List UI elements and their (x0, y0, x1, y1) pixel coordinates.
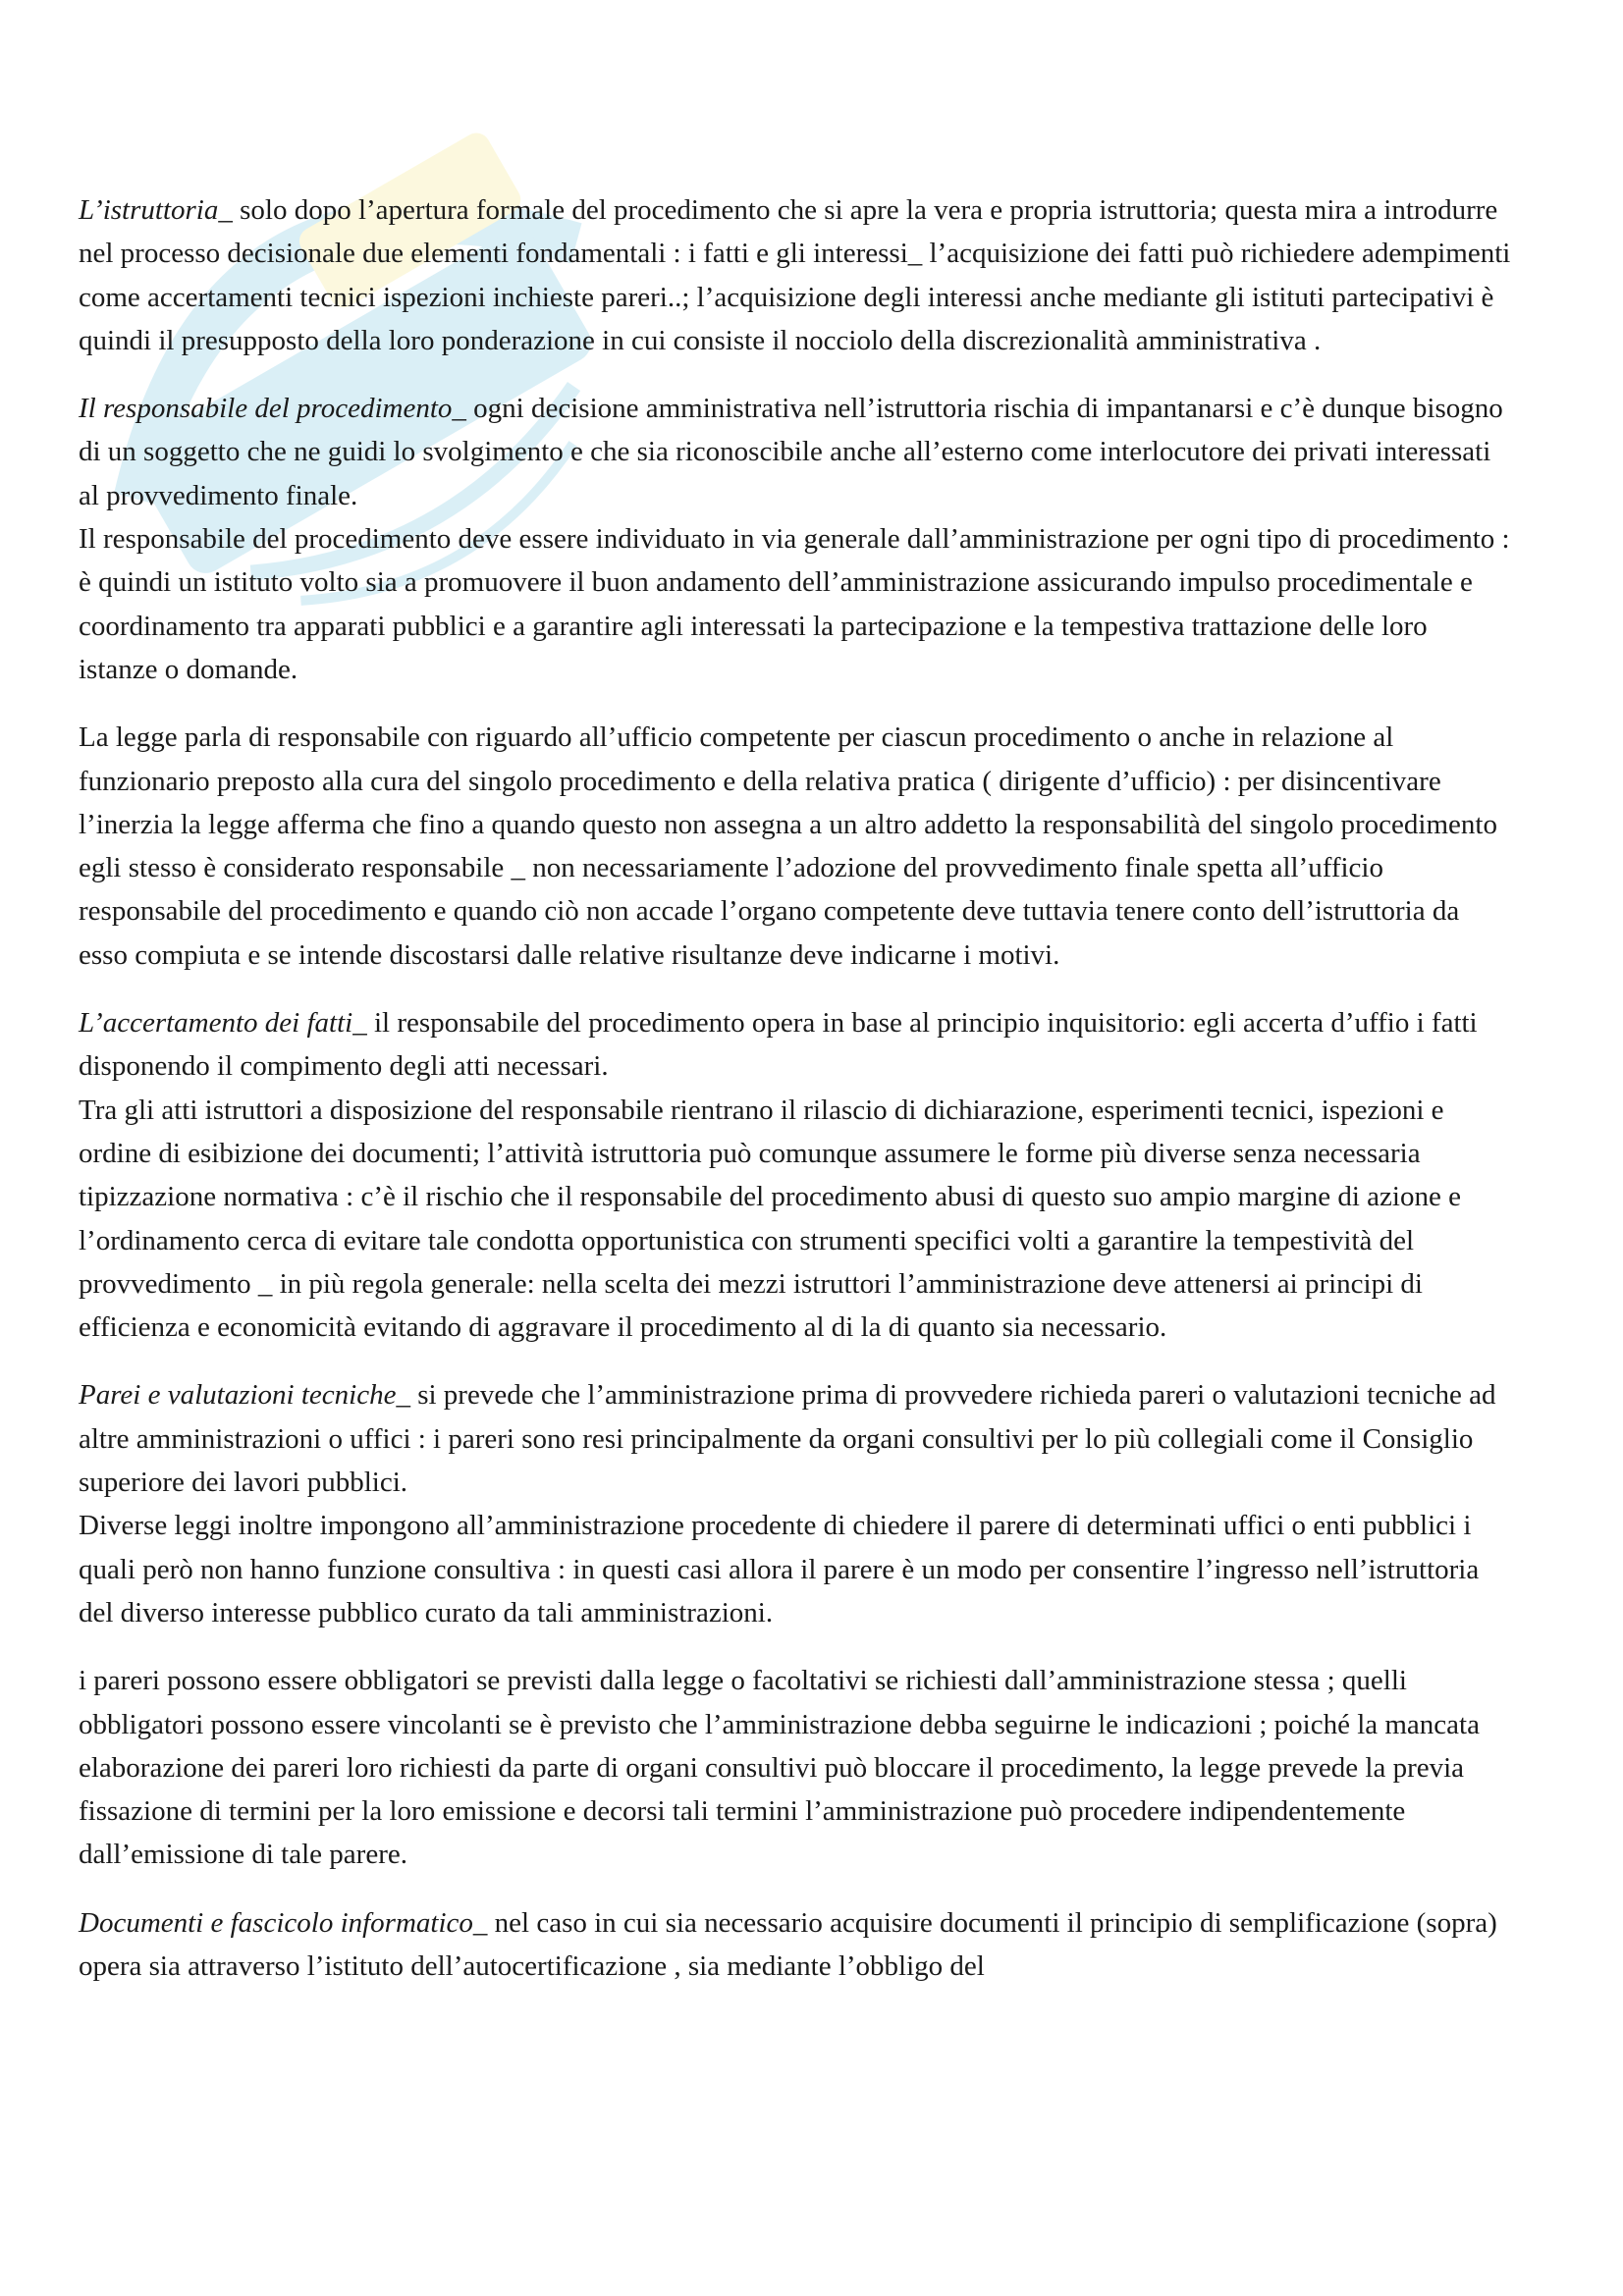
paragraph-heading: L’accertamento dei fatti_ (79, 1007, 367, 1040)
paragraph-accertamento (79, 1001, 1512, 1089)
paragraph-istruttoria (79, 188, 1512, 362)
paragraph-documenti (79, 1901, 1512, 1989)
paragraph-heading: Documenti e fascicolo informatico_ (79, 1906, 488, 1939)
paragraph-text: ogni decisione amministrativa nell’istruttoria rischia di impantanarsi e c’è dunque bisogno di un soggetto che ne guidi lo svolgimento e che sia riconoscibile anche all’esterno come interlocutore dei privati interessati al provvedimento finale. (79, 393, 1503, 511)
paragraph-text: il responsabile del procedimento opera in base al principio inquisitorio: egli accerta d’uffio i fatti disponendo il compimento degli atti necessari. (79, 1007, 1478, 1083)
paragraph-responsabile (79, 387, 1512, 517)
paragraph-heading: Parei e valutazioni tecniche_ (79, 1379, 410, 1412)
paragraph-text: Il responsabile del procedimento deve essere individuato in via generale dall’amministrazione per ogni tipo di procedimento : è quindi un istituto volto sia a promuovere il buon andamento dell’amministrazione assicurando impulso procedimentale e coordinamento tra apparati pubblici e a garantire agli interessati la partecipazione e la tempestiva trattazione delle loro istanze o domande. (79, 523, 1510, 685)
paragraph-responsabile-individuato (79, 517, 1512, 691)
paragraph-legge-responsabile (79, 716, 1512, 977)
paragraph-diverse-leggi (79, 1504, 1512, 1634)
paragraph-text: solo dopo l’apertura formale del procedimento che si apre la vera e propria istruttoria; questa mira a introdurre nel processo decisionale due elementi fondamentali : i fatti e gli interessi_ l’acquisizione dei fatti può richiedere adempimenti come accertamenti tecnici ispezioni inchieste pareri..; l’acquisizione degli interessi anche mediante gli istituti partecipativi è quindi il presupposto della loro ponderazione in cui consiste il nocciolo della discrezionalità amministrativa . (79, 194, 1511, 356)
paragraph-text: Tra gli atti istruttori a disposizione del responsabile rientrano il rilascio di dichiarazione, esperimenti tecnici, ispezioni e ordine di esibizione dei documenti; l’attività istruttoria può comunque assumere le forme più diverse senza necessaria tipizzazione normativa : c’è il rischio che il responsabile del procedimento abusi di questo suo ampio margine di azione e l’ordinamento cerca di evitare tale condotta opportunistica con strumenti specifici volti a garantire la tempestività del provvedimento _ in più regola generale: nella scelta dei mezzi istruttori l’amministrazione deve attenersi ai principi di efficienza e economicità evitando di aggravare il procedimento al di la di quanto sia necessario. (79, 1094, 1461, 1344)
paragraph-text: i pareri possono essere obbligatori se previsti dalla legge o facoltativi se richiesti dall’amministrazione stessa ; quelli obbligatori possono essere vincolanti se è previsto che l’amministrazione debba seguirne le indicazioni ; poiché la mancata elaborazione dei pareri loro richiesti da parte di organi consultivi può bloccare il procedimento, la legge prevede la previa fissazione di termini per la loro emissione e decorsi tali termini l’amministrazione può procedere indipendentemente dall’emissione di tale parere. (79, 1665, 1480, 1871)
paragraph-text: si prevede che l’amministrazione prima di provvedere richieda pareri o valutazioni tecniche ad altre amministrazioni o uffici : i pareri sono resi principalmente da organi consultivi per lo più collegiali come il Consiglio superiore dei lavori pubblici. (79, 1379, 1496, 1499)
paragraph-heading: Il responsabile del procedimento_ (79, 393, 466, 425)
paragraph-pareri-obbligatori (79, 1659, 1512, 1876)
paragraph-text: Diverse leggi inoltre impongono all’amministrazione procedente di chiedere il parere di determinati uffici o enti pubblici i quali però non hanno funzione consultiva : in questi casi allora il parere è un modo per consentire l’ingresso nell’istruttoria del diverso interesse pubblico curato da tali amministrazioni. (79, 1510, 1480, 1629)
paragraph-heading: L’istruttoria_ (79, 194, 233, 226)
paragraph-pareri (79, 1373, 1512, 1504)
document-body (79, 188, 1512, 2012)
paragraph-text: La legge parla di responsabile con riguardo all’ufficio competente per ciascun procedimento o anche in relazione al funzionario preposto alla cura del singolo procedimento e della relativa pratica ( dirigente d’ufficio) : per disincentivare l’inerzia la legge afferma che fino a quando questo non assegna a un altro addetto la responsabilità del singolo procedimento egli stesso è considerato responsabile _ non necessariamente l’adozione del provvedimento finale spetta all’ufficio responsabile del procedimento e quando ciò non accade l’organo competente deve tuttavia tenere conto dell’istruttoria da esso compiuta e se intende discostarsi dalle relative risultanze deve indicarne i motivi. (79, 721, 1497, 971)
paragraph-atti-istruttori (79, 1089, 1512, 1350)
paragraph-text: nel caso in cui sia necessario acquisire documenti il principio di semplificazione (sopra) opera sia attraverso l’istituto dell’autocertificazione , sia mediante l’obbligo del (79, 1906, 1497, 1982)
